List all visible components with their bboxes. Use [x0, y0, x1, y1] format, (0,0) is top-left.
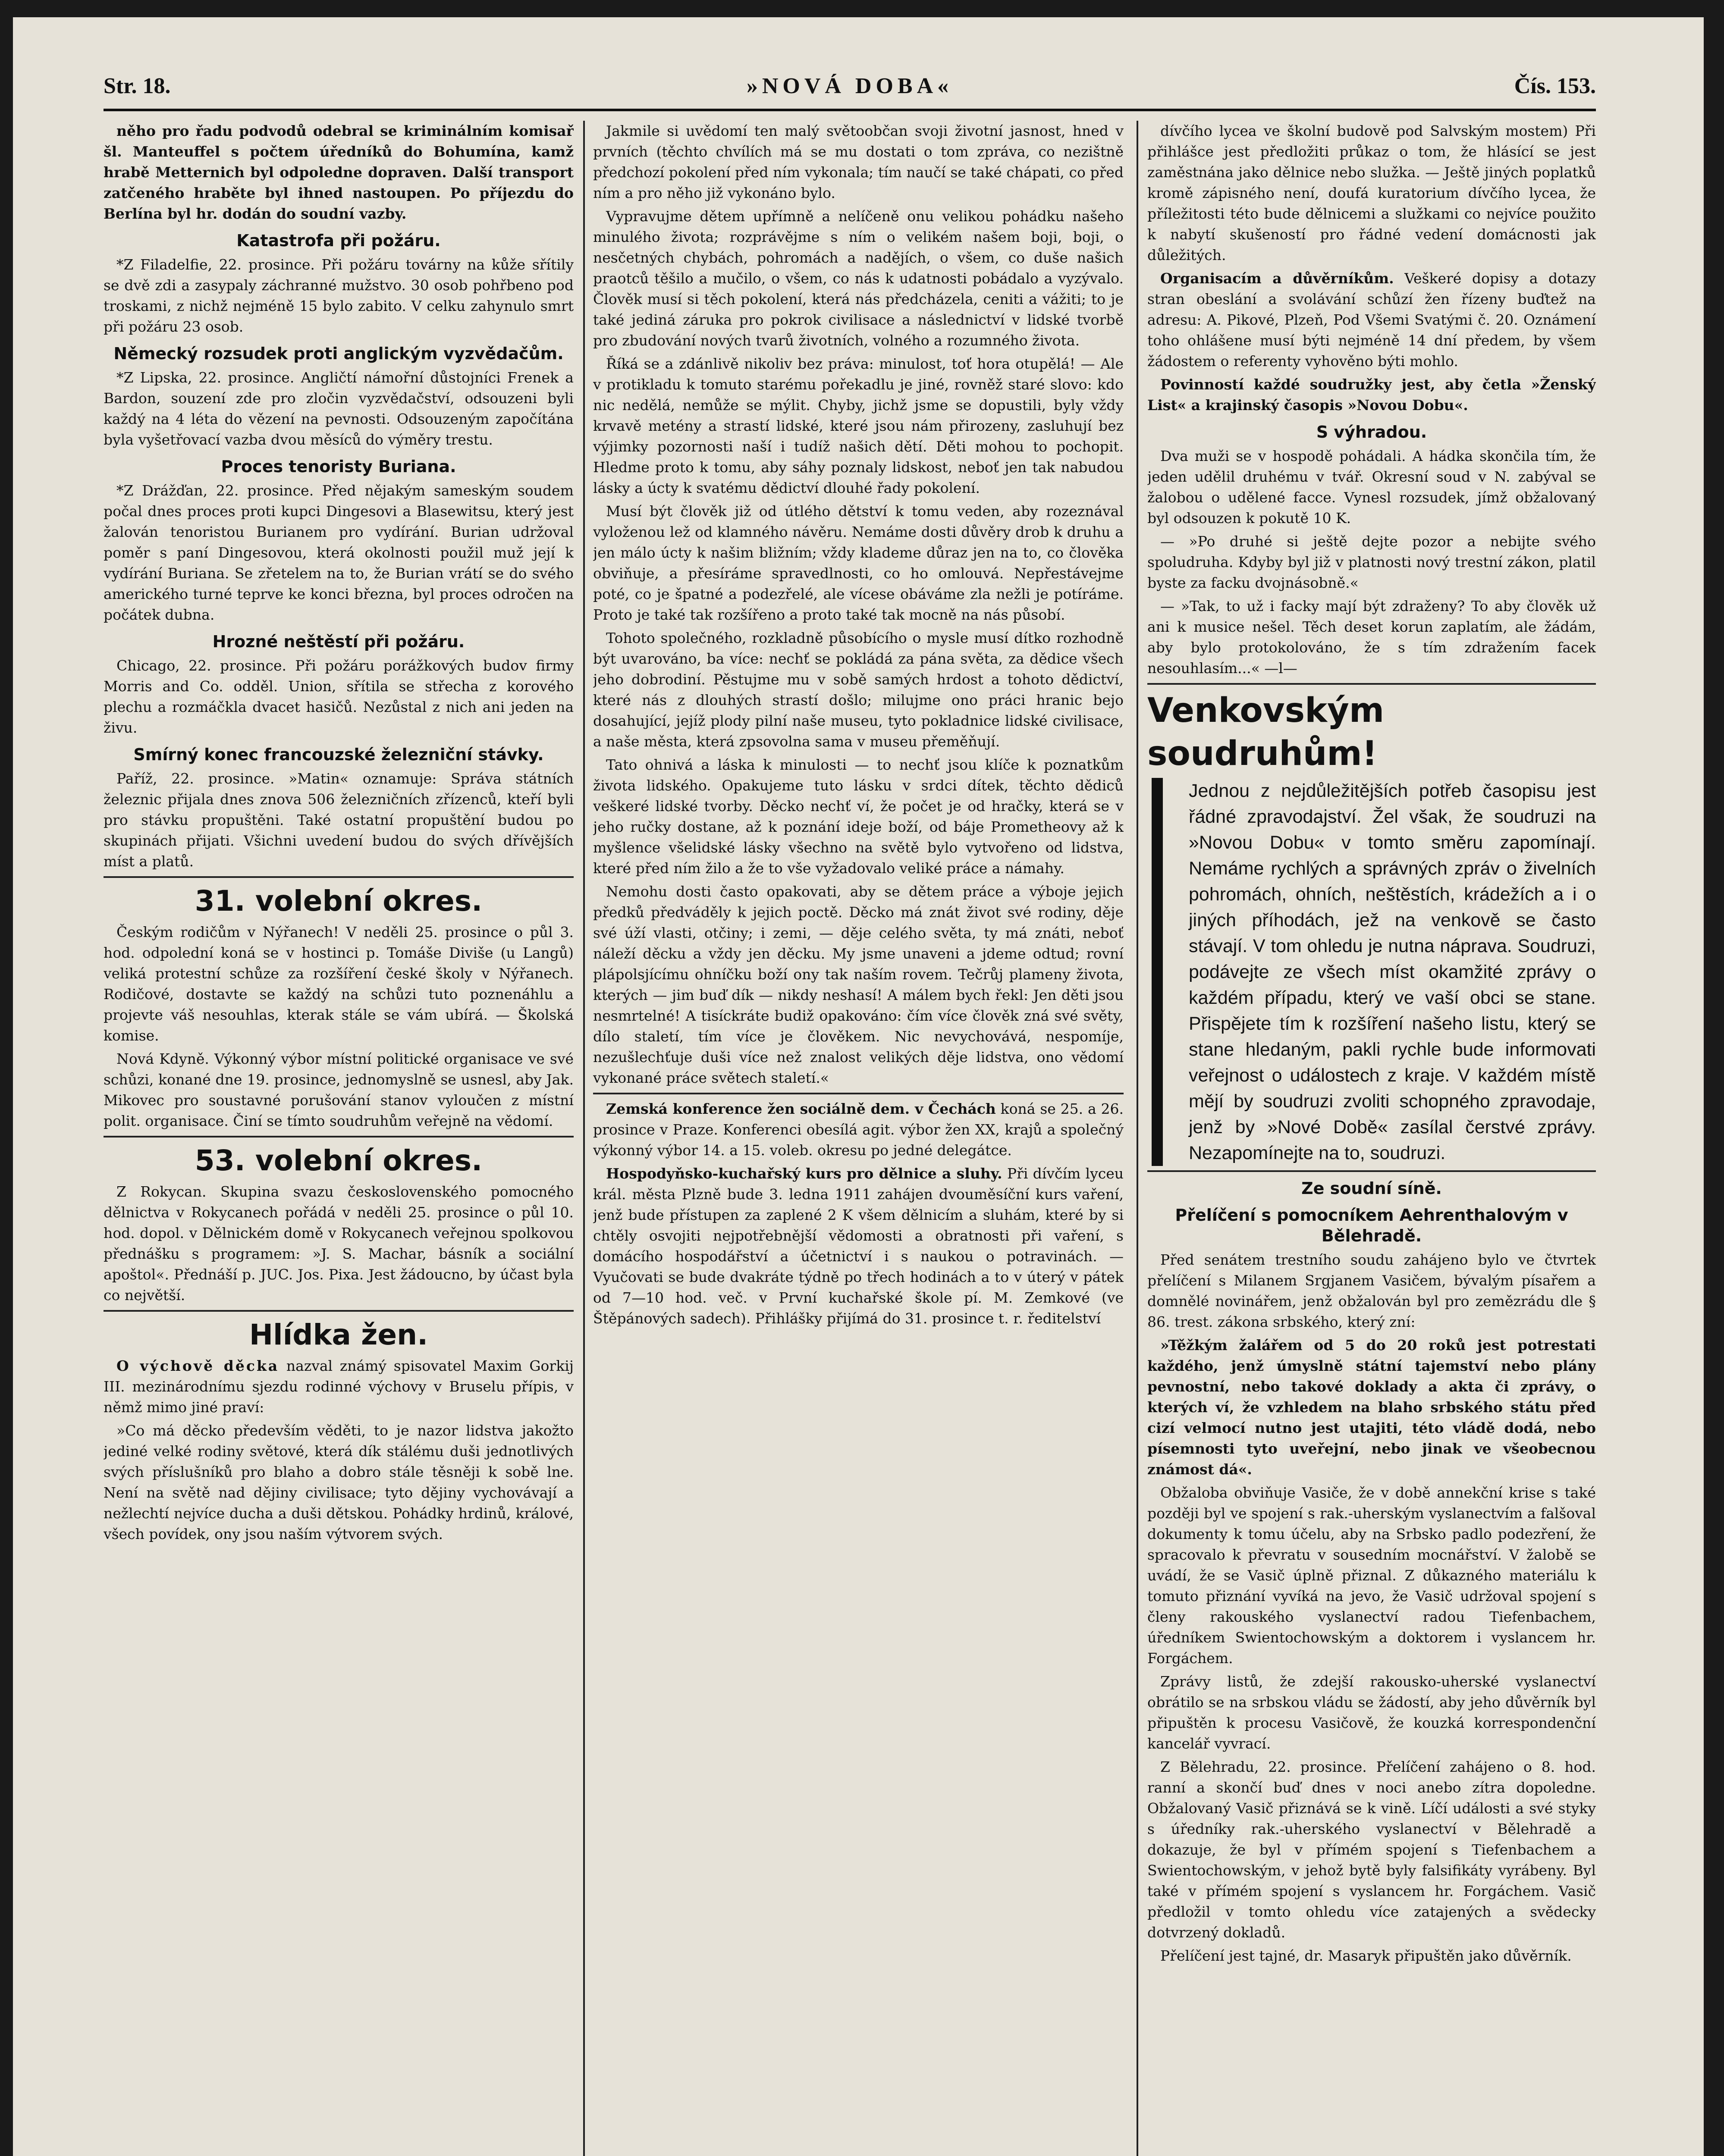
- quote-text: »Co má děcko především věděti, to je nazor lidstva jakožto jediné velké rodiny světové, která dík stálému duši jednotlivých svých příslušníků pro blaho a dobro stále těsněji k sobě lne. Není na světě nad dějiny civilisace; tyto dějiny vychovávají a nežlechtí nejvíce ducha a duši dětskou. Pohádky hrdinů, králové, všech povídek, ony jsou naším výtvorem svých.: [104, 1422, 574, 1542]
- section-rule: [104, 876, 574, 878]
- article-text: Tohoto společného, rozkladně působícího o mysle musí dítko rozhodně být uvarováno, ba více: nechť se pokládá za pána světa, za dědice všech jeho dobrodiní. Pěstujme mu v sobě samých hrdost a tohoto dědictví, které nás z dlouhých strastí došlo; milujme ono práci hranic bejo dosahující, jejíž plody pilní naše museu, tyto pokladnice lidské civilisace, a naše města, která zpsovolna sama v museu přeměňují.: [593, 630, 1124, 750]
- column-divider: [1137, 121, 1138, 2156]
- page-number: Str. 18.: [104, 74, 171, 98]
- appeal-box: [1152, 778, 1596, 1166]
- quote-text: »Těžkým žalářem od 5 do 20 roků jest potrestati každého, jenž úmyslně státní tajemství nebo plány pevnostní, nebo takové doklady a akta či zprávy, o kterých ví, že vzhledem na blaho srbského státu před cizí velmocí nutno jest utajiti, této vládě dodá, nebo písemnosti tyto uveřejní, nebo jinak ve všeobecnou známost dá«.: [1147, 1337, 1596, 1478]
- article-text: Z Bělehradu, 22. prosince. Přelíčení zahájeno o 8. hod. ranní a skončí buď dnes v noci anebo zítra dopoledne. Obžalovaný Vasič přiznává se k vině. Líčí události a své styky s úředníky rak.-uherského vyslanectví v Bělehradě a dokazuje, že byl v přímém spojení s Tiefenbachem a Swientochowským, v jehož bytě byly falsifikáty vyrábeny. Byl také v přímém spojení s vyslancem hr. Forgáchem. Vasič předložil v tomto ohledu více zatajených a svědecky dotvrzený dokladů.: [1147, 1758, 1596, 1941]
- article-text: Zprávy listů, že zdejší rakousko-uherské vyslanectví obrátilo se na srbskou vládu se žádostí, aby jeho důvěrník byl připuštěn k procesu Vasičově, že kouzká korrespondenční kancelář vyvrací.: [1147, 1673, 1596, 1752]
- lead-paragraph: něho pro řadu podvodů odebral se kriminálním komisař šl. Manteuffel s počtem úředníků do Bohumína, kamž hrabě Metternich byl odpoledne dopraven. Další transport zatčeného hraběte byl ihned nastoupen. Po příjezdu do Berlína byl hr. dodán do soudní vazby.: [104, 122, 574, 222]
- column-3: [1147, 121, 1596, 2156]
- article-title: Hrozné neštěstí při požáru.: [212, 632, 465, 651]
- column-2: [593, 121, 1124, 2156]
- article-text: Při dívčím lyceu král. města Plzně bude 3. ledna 1911 zahájen dvouměsíční kurs vaření, jenž bude přístupen za zaplené 2 K všem dělnicím a sluhám, které by si chtěly osvojiti nejpotřebnější vědomosti a obratnosti při vaření, s domácího hospodářství a účetnictví i s naukou o potravinách. — Vyučovati se bude dvakráte týdně po třech hodinách a to v úterý v pátek od 7—10 hod. več. v První kuchařské škole pí. M. Zemkové (ve Štěpánových sadech). Přihlášky přijímá do 31. prosince t. r. ředitelství: [593, 1165, 1124, 1327]
- section-title: 53. volební okres.: [195, 1144, 483, 1177]
- article-title: Hospodyňsko-kuchařský kurs pro dělnice a sluhy.: [606, 1165, 1002, 1182]
- article-text: Českým rodičům v Nýřanech! V neděli 25. prosince o půl 3. hod. odpolední koná se v hostinci p. Tomáše Diviše (u Langů) veliká protestní schůze za rozšíření české školy v Nýřanech. Rodičové, dostavte se každý na schůzi tuto poznenáhlu a projevte váš nesouhlas, kterak stále se vám ubírá. — Školská komise.: [104, 924, 574, 1044]
- section-rule: [1147, 1170, 1596, 1172]
- section-rule: [104, 1310, 574, 1312]
- section-rule: [104, 1136, 574, 1138]
- section-title: Ze soudní síně.: [1301, 1179, 1442, 1198]
- article-text: dívčího lycea ve školní budově pod Salvským mostem) Při přihlášce jest předložiti průkaz o tom, že hlásící se jest zaměstnána jako dělnice nebo služka. — Ještě jiných poplatků kromě zápisného není, doufá kuratorium dívčího lycea, že příležitosti této bude dělnicemi a služkami co nejvíce použito k nabytí skušeností pro řádné vedení domácnosti jak důležitých.: [1147, 122, 1596, 263]
- article-text: Přelíčení jest tajné, dr. Masaryk připuštěn jako důvěrník.: [1160, 1947, 1572, 1964]
- article-text: koná se 25. a 26. prosince v Praze. Konferenci obesílá agit. výbor žen XX, krajů a společný výkonný výbor 14. a 15. voleb. okresu po jedné delegátce.: [593, 1100, 1124, 1159]
- page-header: [104, 73, 1596, 108]
- article-text: Tato ohnivá a láska k minulosti — to nechť jsou klíče k poznatkům života lidského. Opakujeme tuto lásku v srdci dítek, těchto dědiců veškeré lidské tvorby. Děcko nechť ví, že počet je od hračky, která se v jeho ručky dostane, až k poznání ideje boží, od báje Prometheovy až k myšlence všelidské lásky všechno na světě bylo vytvořeno od lidstva, které před ním žilo a že to vše vyžadovalo veliké práce a námahy.: [593, 756, 1124, 877]
- article-title: Zemská konference žen sociálně dem. v Čechách: [606, 1100, 996, 1117]
- article-text: Nemohu dosti často opakovati, aby se dětem práce a výboje jejich předků předváděly k jejich poctě. Děcko má znát život své rodiny, děje své úží vlasti, otčiny; i zemi, — děje celého světa, ty má znáti, neboť náleží děcku a vždy jen děcku. My jsme unaveni a jdeme odtud; rovní plápolsjícímu ohníčku boží ony tak naším rovem. Tečrůj plameny života, kterých — jim buď dík — nikdy neshasí! A málem bych řekl: Jen děti jsou nesmrtelné! A tisíckráte budiž opakováno: čím více člověk zná své světy, dílo staletí, tím více je člověkem. Nic nevychovává, nespomíje, nezušlechťuje duši více než znalost velikých děje lidstva, ono vědomí vykonané práce světech staletí.«: [593, 883, 1124, 1086]
- article-title: S výhradou.: [1316, 423, 1427, 442]
- article-text: Obžaloba obviňuje Vasiče, že v době annekční krise s také později byl ve spojení s rak.-uherským vyslanectvím a falšoval dokumenty k tomu účelu, aby na Srbsko padlo podezření, že spracovalo k převratu v sousedním mocnářství. V žalobě se uvádí, že se Vasič úplně přiznal. Z důkazného materiálu k tomuto přiznání vyvíká na jevo, že Vasič udržoval spojení s členy rakouského vyslanectví radou Tiefenbachem, úředníkem Swientochowským a doktorem i vyslancem hr. Forgáchem.: [1147, 1484, 1596, 1667]
- issue-number: Čís. 153.: [1514, 74, 1596, 98]
- article-title: Smírný konec francouzské železniční stávky.: [133, 745, 544, 764]
- article-text: Dva muži se v hospodě pohádali. A hádka skončila tím, že jeden udělil druhému v tvář. Okresní soud v N. zabýval se žalobou o udělené facce. Vynesl rozsudek, jímž obžalovaný byl odsouzen k pokutě 10 K.: [1147, 448, 1596, 526]
- appeal-text: Jednou z nejdůležitějších potřeb časopisu jest řádné zpravodajství. Žel však, že soudruzi na »Novou Dobu« v tomto směru zapomínají. Nemáme rychlých a správných zpráv o živelních pohromách, ohních, neštěstích, krádežích a i o jiných příhodách, jež na venkově se často stávají. V tom ohledu je nutna náprava. Soudruzi, podávejte ze všech míst okamžité zprávy o každém případu, který ve vaší obci se stane. Přispějete tím k rozšíření našeho listu, který se stane hledaným, pakli rychle bude informovati veřejnost o událostech z kraje. V každém místě mějí by soudruzi zvoliti schopného zpravodaje, jenž by »Nové Době« zasílal čerstvé zprávy. Nezapomínejte na to, soudruzi.: [1189, 780, 1596, 1163]
- column-1: [104, 121, 574, 2156]
- article-title: Katastrofa při požáru.: [236, 231, 441, 250]
- section-title: Hlídka žen.: [249, 1318, 428, 1351]
- article-text: Paříž, 22. prosince. »Matin« oznamuje: Správa státních železnic přijala dnes znova 506 železničních zřízenců, kteří byli pro stávku propuštěni. Také ostatní propuštění budou po skupinách přijati. Všichni uvedení budou do svých dřívějších míst a platů.: [104, 770, 574, 870]
- article-text: nazval známý spisovatel Maxim Gorkij III. mezinárodnímu sjezdu rodinné výchovy v Bruselu přípis, v němž mimo jiné praví:: [104, 1357, 574, 1416]
- article-title: Proces tenoristy Buriana.: [221, 457, 456, 476]
- article-text: Před senátem trestního soudu zahájeno bylo ve čtvrtek přelíčení s Milanem Srgjanem Vasičem, bývalým písařem a domnělé novinářem, jenž obžalován byl pro zemězrádu dle § 86. trest. zákona srbského, který zní:: [1147, 1251, 1596, 1330]
- article-text: Chicago, 22. prosince. Při požáru porážkových budov firmy Morris and Co. odděl. Union, sřítila se střecha z korového plechu a rozmáčkla dvacet hasičů. Nezůstal z nich ani jeden na živu.: [104, 657, 574, 736]
- article-text: *Z Filadelfie, 22. prosince. Při požáru továrny na kůže sřítily se dvě zdi a zasypaly záchranné mužstvo. 30 osob pohřbeno pod troskami, z nichž nejméně 15 bylo zabito. V celku zahynulo smrt při požáru 23 osob.: [104, 256, 574, 335]
- article-title: Německý rozsudek proti anglickým vyzvědačům.: [113, 344, 564, 363]
- article-text: Nová Kdyně. Výkonný výbor místní politické organisace ve své schůzi, konané dne 19. prosince, jednomyslně se usnesl, aby Jak. Mikovec pro soustavné porušování stanov vyloučen z místní polit. organisace. Činí se tímto soudruhům veřejně na vědomí.: [104, 1050, 574, 1129]
- article-text: — »Tak, to už i facky mají být zdraženy? To aby člověk už ani k musice nešel. Těch deset korun zaplatím, ale žádám, aby bylo protokolováno, že s tím zdražením facek nesouhlasím...« —l—: [1147, 598, 1596, 677]
- article-text: Říká se a zdánlivě nikoliv bez práva: minulost, toť hora otupělá! — Ale v protikladu k tomuto starému pořekadlu je jiné, rovněž staré slovo: kdo nic nedělá, nemůže se mýlit. Chyby, jichž jsme se dopustili, byly vždy krvavě metény a strastí lidské, které jsou nám přirozeny, zasluhují bez výjimky pozornosti naší i tudíž našich dětí. Děti mohou to pochopit. Hledme proto k tomu, aby sáhy poznaly lidskost, neboť jen tak nabudou lásky a úcty k svatému dědictví dlouhé řady pokolení.: [593, 355, 1124, 496]
- masthead: »NOVÁ DOBA«: [746, 74, 953, 98]
- section-rule: [1147, 683, 1596, 685]
- article-text: *Z Lipska, 22. prosince. Angličtí námořní důstojníci Frenek a Bardon, souzení zde pro zločin vyzvědačství, odsouzeni byli každý na 4 léta do vězení na pevnosti. Odsouzeným započítána byla vyšetřovací vazba dvou měsíců do výměry trestu.: [104, 369, 574, 448]
- column-divider: [583, 121, 585, 2156]
- section-title: 31. volební okres.: [195, 884, 483, 918]
- article-title: Přelíčení s pomocníkem Aehrenthalovým v Bělehradě.: [1175, 1206, 1568, 1245]
- header-rule: [104, 109, 1596, 111]
- article-text: Jakmile si uvědomí ten malý světoobčan svoji životní jasnost, hned v prvních (těchto chvílích má se mu dostati o tom zpráva, co nezištně předchozí pokolení před ním vykonala; tím naučí se také chápati, co před ním a pro něho již vykonáno bylo.: [593, 122, 1124, 201]
- notice-text: Povinností každé soudružky jest, aby četla »Ženský List« a krajinský časopis »Novou Dobu«.: [1147, 376, 1596, 414]
- newspaper-page: [13, 17, 1704, 2156]
- article-text: — »Po druhé si ještě dejte pozor a nebijte svého spoludruha. Kdyby byl již v platnosti nový trestní zákon, platil byste za facku dvojnásobně.«: [1147, 533, 1596, 591]
- article-text: *Z Drážďan, 22. prosince. Před nějakým sameským soudem počal dnes proces proti kupci Dingesovi a Blasewitsu, který jest žalován tenoristou Burianem pro vydírání. Burian udržoval poměr s paní Dingesovou, která okolnosti použil muž její k vydírání Buriana. Se zřetelem na to, že Burian vrátí se do svého amerického turné teprve ke konci března, byl proces odročen na počátek dubna.: [104, 482, 574, 623]
- article-subtitle: O výchově děcka: [116, 1357, 279, 1374]
- article-text: Musí být člověk již od útlého dětství k tomu veden, aby rozeznával vyloženou lež od klamného návěru. Nemáme dosti důvěry drob k druhu a jen málo úcty k našim bližním; vždy klademe důraz jen na to, co člověka obviňuje, a přesíráme spravedlnosti, co ho omlouvá. Nepřestávejme poté, co je špatné a podezřelé, ale vícese obáváme zla nežli je potíráme. Proto je také tak rozšířeno a proto také tak mocně na nás působí.: [593, 503, 1124, 623]
- appeal-title: Venkovským soudruhům!: [1147, 691, 1385, 773]
- article-text: Veškeré dopisy a dotazy stran obeslání a svolávání schůzí žen řízeny buďtež na adresu: A. Pikové, Plzeň, Pod Všemi Svatými č. 20. Oznámení toho ohlášene musí býti nejméně 14 dní předem, by všem žádostem o referenty vyhověno býti mohlo.: [1147, 270, 1596, 370]
- article-title: Organisacím a důvěrníkům.: [1160, 270, 1394, 287]
- section-rule: [593, 1093, 1124, 1094]
- article-text: Z Rokycan. Skupina svazu československého pomocného dělnictva v Rokycanech pořádá v neděli 25. prosince o půl 10. hod. dopol. v Dělnickém domě v Rokycanech veřejnou spolkovou přednášku s programem: »J. S. Machar, básník a sociální apoštol«. Přednáší p. JUC. Jos. Pixa. Jest žádoucno, by účast byla co největší.: [104, 1183, 574, 1304]
- article-text: Vypravujme dětem upřímně a nelíčeně onu velikou pohádku našeho minulého života; rozprávějme s ním o velikém našem boji, boji, o nesčetných chybách, pohromách a nadějích, o všem, co duše našich praotců těšilo a mučilo, o všem, co nás k udatnosti pobádalo a vyzývalo. Člověk musí si těch pokolení, která nás předcházela, ceniti a vážiti; to je také jediná záruka pro pokrok civilisace a následnictví v lidské tvorbě pro zbudování nových tvarů životních, volného a rozumného života.: [593, 208, 1124, 349]
